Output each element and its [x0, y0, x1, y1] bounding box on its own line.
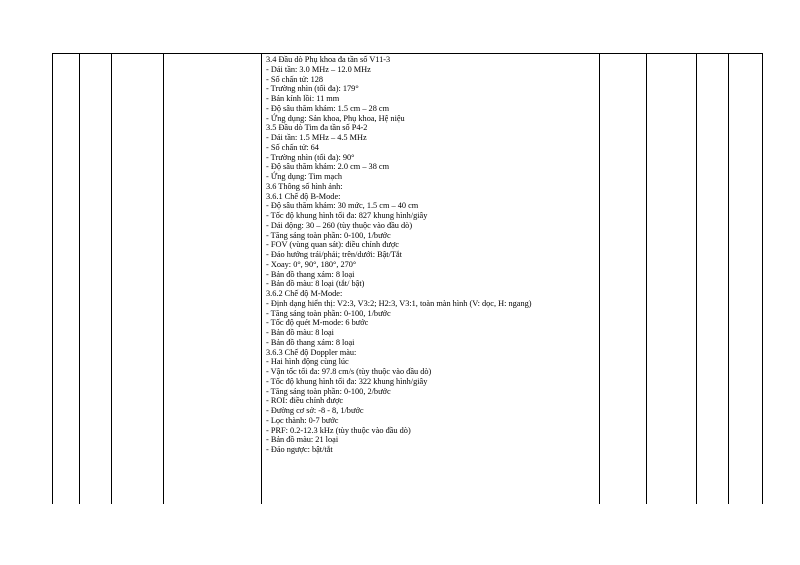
spec-line: - Bản đồ thang xám: 8 loại — [266, 269, 355, 279]
column-divider — [163, 54, 164, 504]
column-divider — [111, 54, 112, 504]
spec-table — [52, 53, 763, 504]
column-divider — [696, 54, 697, 504]
spec-line: - Đảo hướng trái/phải; trên/dưới: Bật/Tắt — [266, 250, 402, 259]
spec-line: - Xoay: 0°, 90°, 180°, 270° — [266, 259, 357, 269]
spec-line: 3.6 Thông số hình ảnh: — [266, 181, 343, 191]
spec-line: - Lọc thành: 0-7 bước — [266, 415, 339, 425]
column-divider — [261, 54, 262, 504]
spec-line: - Số chấn tử: 128 — [266, 74, 324, 84]
spec-line: - Tăng sáng toàn phần: 0-100, 2/bước — [266, 386, 391, 396]
spec-line: - Ứng dụng: Sản khoa, Phụ khoa, Hệ niệu — [266, 113, 405, 123]
specification-cell — [266, 55, 596, 455]
spec-line: - Đường cơ sở: -8 - 8, 1/bước — [266, 406, 364, 415]
spec-line: - PRF: 0.2-12.3 kHz (tùy thuộc vào đầu dò) — [266, 425, 411, 435]
column-divider — [79, 54, 80, 504]
spec-line: 3.4 Đầu dò Phụ khoa đa tần số V11-3 — [266, 55, 391, 64]
spec-line: 3.5 Đầu dò Tim đa tần số P4-2 — [266, 123, 368, 133]
spec-line: - Độ sâu thăm khám: 1.5 cm – 28 cm — [266, 103, 390, 113]
spec-line: - Dải tần: 3.0 MHz – 12.0 MHz — [266, 64, 371, 74]
spec-line: - Trường nhìn (tối đa): 179° — [266, 84, 359, 94]
spec-line: - Tốc độ quét M-mode: 6 bước — [266, 318, 369, 328]
spec-line: - Bản đồ màu: 21 loại — [266, 435, 339, 445]
spec-line: - Tốc độ khung hình tối đa: 322 khung hình/giây — [266, 376, 428, 386]
spec-line: - Dải động: 30 – 260 (tùy thuộc vào đầu dò) — [266, 220, 413, 230]
spec-line: - FOV (vùng quan sát): điều chỉnh được — [266, 240, 399, 250]
spec-line: - Đảo ngược: bật/tắt — [266, 445, 333, 454]
spec-line: 3.6.2 Chế độ M-Mode: — [266, 289, 343, 298]
spec-line: - Bản đồ màu: 8 loại (tắt/ bật) — [266, 279, 365, 289]
column-divider — [599, 54, 600, 504]
spec-line: - Tăng sáng toàn phần: 0-100, 1/bước — [266, 308, 391, 318]
spec-line: - Bán kính lồi: 11 mm — [266, 94, 340, 103]
spec-line: - Dải tần: 1.5 MHz – 4.5 MHz — [266, 133, 367, 142]
spec-line: - Vận tốc tối đa: 97.8 cm/s (tùy thuộc vào đầu dò) — [266, 367, 432, 376]
spec-line: - Ứng dụng: Tim mạch — [266, 172, 343, 181]
spec-line: - Độ sâu thăm khám: 2.0 cm – 38 cm — [266, 162, 390, 172]
spec-line: 3.6.1 Chế độ B-Mode: — [266, 191, 341, 201]
column-divider — [728, 54, 729, 504]
spec-line: - Tăng sáng toàn phần: 0-100, 1/bước — [266, 230, 391, 240]
spec-line: - ROI: điều chỉnh được — [266, 396, 344, 406]
spec-line: - Hai hình động cùng lúc — [266, 357, 349, 367]
spec-line: - Định dạng hiển thị: V2:3, V3:2; H2:3, V3:1, toàn màn hình (V: dọc, H: ngang) — [266, 298, 532, 308]
spec-line: - Tốc độ khung hình tối đa: 827 khung hình/giây — [266, 211, 428, 220]
spec-line: 3.6.3 Chế độ Doppler màu: — [266, 347, 357, 357]
spec-line: - Độ sâu thăm khám: 30 mức, 1.5 cm – 40 cm — [266, 201, 419, 211]
spec-line: - Số chấn tử: 64 — [266, 142, 319, 152]
spec-line: - Trường nhìn (tối đa): 90° — [266, 152, 355, 162]
spec-line: - Bản đồ màu: 8 loại — [266, 328, 334, 337]
spec-line: - Bản đồ thang xám: 8 loại — [266, 337, 355, 347]
column-divider — [646, 54, 647, 504]
